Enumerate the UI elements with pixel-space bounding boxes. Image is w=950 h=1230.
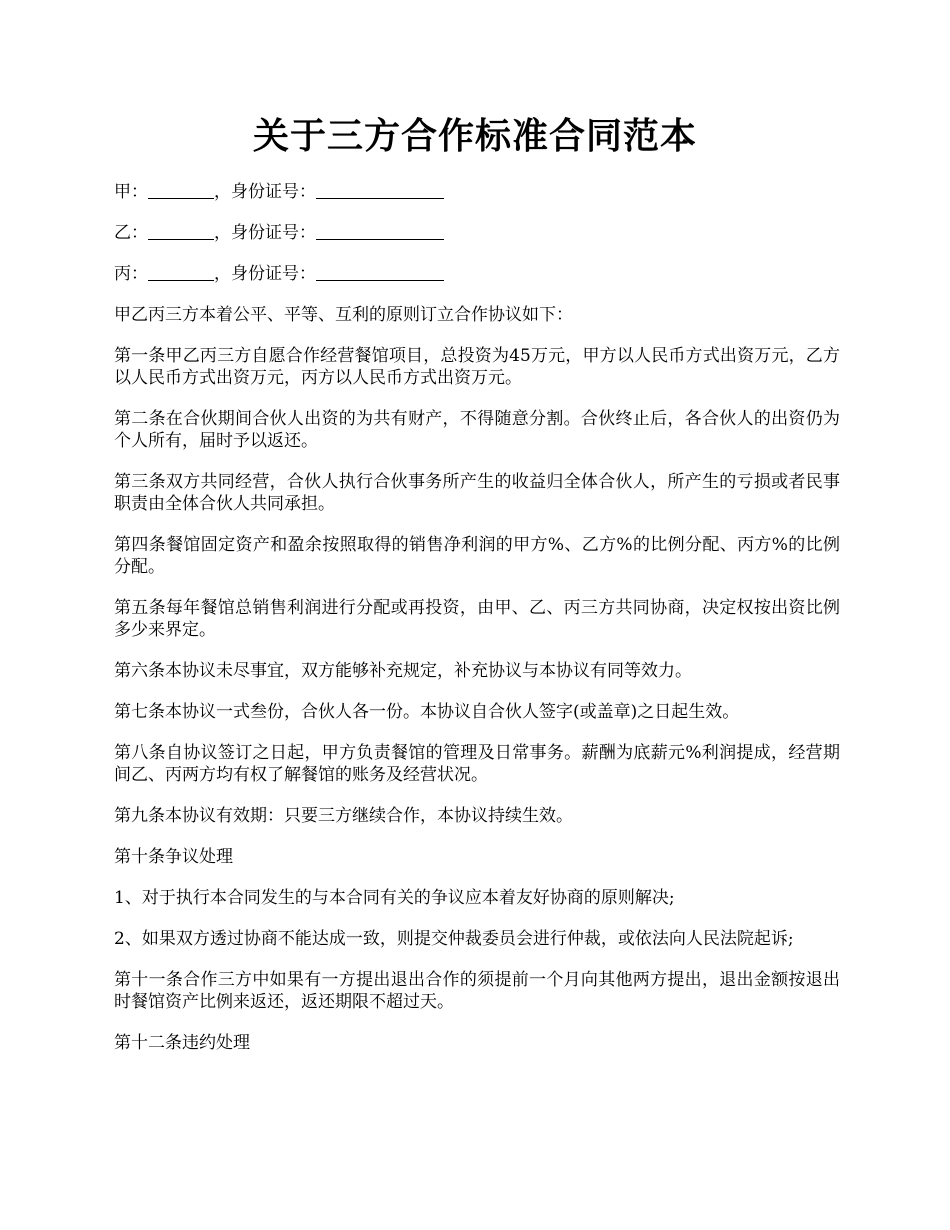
id-label: ，身份证号： (214, 182, 316, 202)
id-label: ，身份证号： (214, 264, 316, 284)
id-blank (316, 264, 444, 281)
preamble-paragraph: 甲乙丙三方本着公平、平等、互利的原则订立合作协议如下： (114, 305, 573, 325)
article-2-paragraph: 第二条在合伙期间合伙人出资的为共有财产，不得随意分割。合伙终止后，各合伙人的出资仍为个人所有，届时予以返还。 (114, 409, 840, 451)
document-title: 关于三方合作标准合同范本 (252, 115, 697, 157)
article-12-heading: 第十二条违约处理 (114, 1033, 250, 1053)
article-6-paragraph: 第六条本协议未尽事宜，双方能够补充规定，补充协议与本协议有同等效力。 (114, 661, 692, 681)
article-5-paragraph: 第五条每年餐馆总销售利润进行分配或再投资，由甲、乙、丙三方共同协商，决定权按出资比例多少来界定。 (114, 598, 840, 640)
article-10-item-2: 2、如果双方透过协商不能达成一致，则提交仲裁委员会进行仲裁，或依法向人民法院起诉; (114, 929, 794, 949)
name-blank (148, 264, 214, 281)
article-11-paragraph: 第十一条合作三方中如果有一方提出退出合作的须提前一个月向其他两方提出，退出金额按退出时餐馆资产比例来返还，返还期限不超过天。 (114, 970, 840, 1012)
article-8-paragraph: 第八条自协议签订之日起，甲方负责餐馆的管理及日常事务。薪酬为底薪元%利润提成，经营期间乙、丙两方均有权了解餐馆的账务及经营状况。 (114, 743, 840, 785)
article-10-item-1: 1、对于执行本合同发生的与本合同有关的争议应本着友好协商的原则解决; (114, 888, 675, 908)
party-row-jia (114, 181, 840, 203)
name-blank (148, 223, 214, 240)
id-blank (316, 182, 444, 199)
document-body (114, 181, 840, 1073)
article-4-paragraph: 第四条餐馆固定资产和盈余按照取得的销售净利润的甲方%、乙方%的比例分配、丙方%的比例分配。 (114, 535, 840, 577)
id-blank (316, 223, 444, 240)
article-7-paragraph: 第七条本协议一式叁份，合伙人各一份。本协议自合伙人签字(或盖章)之日起生效。 (114, 702, 740, 722)
party-row-bing (114, 263, 840, 285)
party-label: 甲： (114, 182, 148, 202)
id-label: ，身份证号： (214, 223, 316, 243)
party-label: 乙： (114, 223, 148, 243)
article-10-heading: 第十条争议处理 (114, 847, 233, 867)
party-label: 丙： (114, 264, 148, 284)
article-1-paragraph: 第一条甲乙丙三方自愿合作经营餐馆项目，总投资为45万元，甲方以人民币方式出资万元，乙方以人民币方式出资万元，丙方以人民币方式出资万元。 (114, 346, 840, 388)
name-blank (148, 182, 214, 199)
article-9-paragraph: 第九条本协议有效期：只要三方继续合作，本协议持续生效。 (114, 806, 573, 826)
party-row-yi (114, 222, 840, 244)
article-3-paragraph: 第三条双方共同经营，合伙人执行合伙事务所产生的收益归全体合伙人，所产生的亏损或者民事职责由全体合伙人共同承担。 (114, 472, 840, 514)
